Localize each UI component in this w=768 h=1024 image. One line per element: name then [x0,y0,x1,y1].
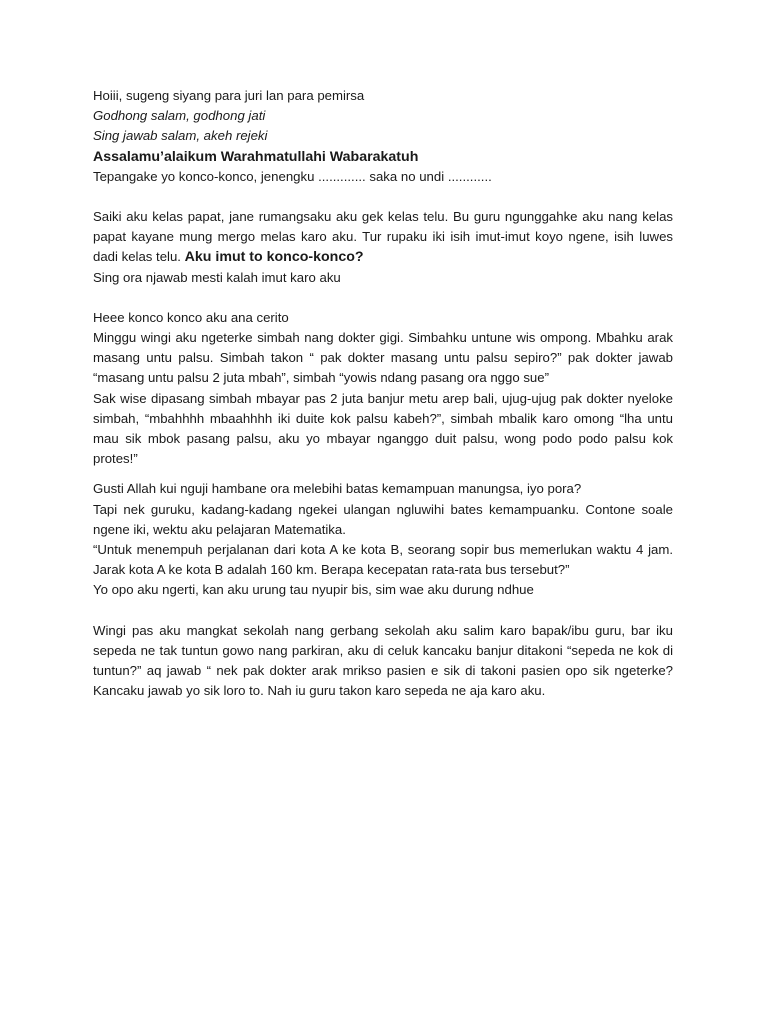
opening-line-introduction: Tepangake yo konco-konco, jenengku ............. saka no undi ............ [93,168,492,184]
document-body [93,86,673,701]
paragraph-math-question: “Untuk menempuh perjalanan dari kota A ke kota B, seorang sopir bus memerlukan waktu 4 jam. Jarak kota A ke kota B adalah 160 km. Berapa kecepatan rata-rata bus tersebut?” [93,542,673,578]
opening-line-greeting: Hoiii, sugeng siyang para juri lan para pemirsa [93,88,365,103]
paragraph-class-story-question: Aku imut to konco-konco? [184,249,364,266]
paragraph-dentist-story-ending: Sak wise dipasang simbah mbayar pas 2 juta banjur metu arep bali, ujug-ujug pak dokter nyeloke simbah, “mbahhhh mbaahhhh iki duite kok palsu kabeh?”, simbah mbalik karo omong “lha untu mau sik mbok pasang palsu, aku yo mbayar nganggo duit palsu, wong podo podo palsu kok protes!” [93,390,673,467]
paragraph-story-intro: Heee konco konco aku ana cerito [93,309,289,325]
opening-line-pantun-1: Godhong salam, godhong jati [93,108,266,124]
paragraph-test-intro: Gusti Allah kui nguji hambane ora melebihi batas kemampuan manungsa, iyo pora? [93,481,582,497]
paragraph-spacer [93,601,673,621]
paragraph-dentist-story: Minggu wingi aku ngeterke simbah nang dokter gigi. Simbahku untune wis ompong. Mbahku arak masang untu palsu. Simbah takon “ pak dokter masang untu palsu sepiro?” pak dokter jawab “masang untu palsu 2 juta mbah”, simbah “yowis ndang pasang ora nggo sue” [93,330,673,386]
paragraph-bicycle-story: Wingi pas aku mangkat sekolah nang gerbang sekolah aku salim karo bapak/ibu guru, bar iku sepeda ne tak tuntun gowo nang parkiran, aku di celuk kancaku banjur ditakoni “sepeda ne kok di tuntun?” aq jawab “ nek pak dokter arak mrikso pasien e sik di takoni pasien opo sik ngeterke? Kancaku jawab yo sik loro to. Nah iu guru takon karo sepeda ne aja karo aku. [93,622,673,699]
paragraph-class-story-text: Saiki aku kelas papat, jane rumangsaku aku gek kelas telu. Bu guru ngunggahke aku nang kelas papat kayane mung mergo melas karo aku. Tur rupaku iki isih imut-imut koyo ngene, isih luwes dadi kelas telu. [93,209,673,265]
opening-line-salam: Assalamu’alaikum Warahmatullahi Wabarakatuh [93,148,419,165]
paragraph-spacer [93,187,673,207]
paragraph-test-teacher: Tapi nek guruku, kadang-kadang ngekei ulangan ngluwihi bates kemampuanku. Contone soale ngene iki, wektu aku pelajaran Matematika. [93,501,673,537]
paragraph-math-answer: Yo opo aku ngerti, kan aku urung tau nyupir bis, sim wae aku durung ndhue [93,582,534,598]
paragraph-class-story [93,207,673,268]
paragraph-spacer [93,288,673,308]
paragraph-spacer [93,469,673,479]
paragraph-class-story-line2: Sing ora njawab mesti kalah imut karo aku [93,269,341,285]
opening-line-pantun-2: Sing jawab salam, akeh rejeki [93,128,268,144]
